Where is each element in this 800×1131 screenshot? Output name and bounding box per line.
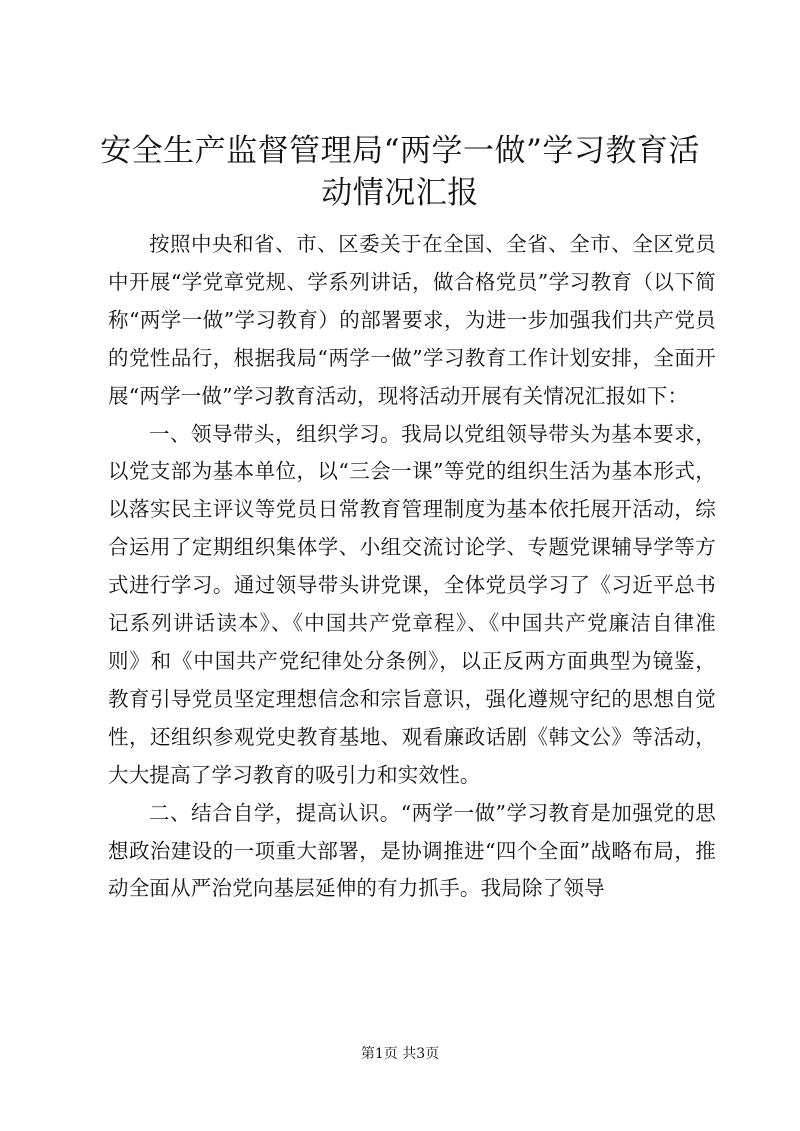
document-title bbox=[100, 130, 700, 214]
paragraph-intro: 按照中央和省、市、区委关于在全国、全省、全市、全区党员中开展“学党章党规、学系列讲话，做合格党员”学习教育（以下简称“两学一做”学习教育）的部署要求，为进一步加强我们共产党员的党性品行，根据我局“两学一做”学习教育工作计划安排，全面开展“两学一做”学习教育活动，现将活动开展有关情况汇报如下： bbox=[108, 232, 716, 408]
title-line-2: 动情况汇报 bbox=[321, 175, 479, 211]
paragraph-section-1: 一、领导带头，组织学习。我局以党组领导带头为基本要求，以党支部为基本单位，以“三会一课”等党的组织生活为基本形式，以落实民主评议等党员日常教育管理制度为基本依托展开活动，综合运用了定期组织集体学、小组交流讨论学、专题党课辅导学等方式进行学习。通过领导带头讲党课，全体党员学习了《习近平总书记系列讲话读本》、《中国共产党章程》、《中国共产党廉洁自律准则》和《中国共产党纪律处分条例》，以正反两方面典型为镜鉴，教育引导党员坚定理想信念和宗旨意识，强化遵规守纪的思想自觉性，还组织参观党史教育基地、观看廉政话剧《韩文公》等活动，大大提高了学习教育的吸引力和实效性。 bbox=[108, 421, 716, 787]
page-footer: 第1页 共3页 bbox=[360, 1046, 440, 1062]
paragraph-section-2: 二、结合自学，提高认识。“两学一做”学习教育是加强党的思想政治建设的一项重大部署，是协调推进“四个全面”战略布局，推动全面从严治党向基层延伸的有力抓手。我局除了领导 bbox=[108, 800, 716, 901]
title-line-1: 安全生产监督管理局“两学一做”学习教育活 bbox=[100, 133, 700, 169]
document-body bbox=[108, 226, 716, 908]
